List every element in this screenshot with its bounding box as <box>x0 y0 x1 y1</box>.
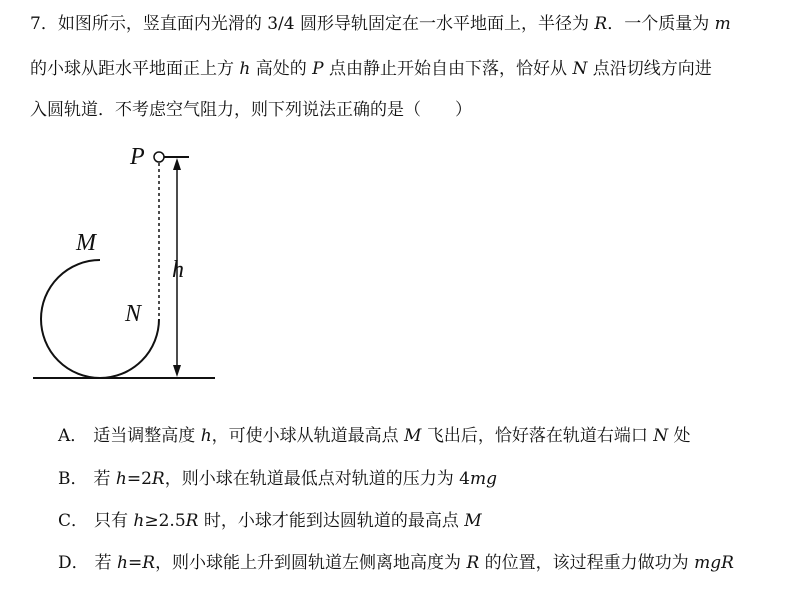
option-d[interactable] <box>58 552 734 574</box>
option-c-letter: C． <box>58 511 89 531</box>
math-variable: P <box>312 59 324 79</box>
text-run: 处 <box>668 426 691 446</box>
math-variable: h <box>117 553 128 573</box>
option-d-letter: D． <box>58 553 89 573</box>
point-p-marker <box>154 152 164 162</box>
text-run: 高处的 <box>250 59 313 79</box>
option-c-text <box>94 511 482 531</box>
label-n: N <box>125 301 142 327</box>
label-p: P <box>130 144 145 170</box>
math-variable: R <box>151 469 165 489</box>
option-a-text <box>93 426 690 446</box>
option-a-letter: A． <box>58 426 88 446</box>
math-variable: M <box>464 511 482 531</box>
option-b-letter: B． <box>58 469 88 489</box>
circular-track <box>41 260 159 378</box>
text-run: 入圆轨道．不考虑空气阻力，则下列说法正确的是（ ） <box>30 100 472 120</box>
math-variable: h <box>200 426 212 446</box>
option-d-text <box>95 553 734 573</box>
math-variable: R <box>142 553 156 573</box>
text-run: 的小球从距水平地面正上方 <box>30 59 240 79</box>
text-run: 若 <box>93 469 116 489</box>
text-run: =2 <box>126 469 152 489</box>
math-variable: R <box>466 553 480 573</box>
text-run: 只有 <box>94 511 134 531</box>
text-run: ，则小球在轨道最低点对轨道的压力为 4 <box>164 469 470 489</box>
text-run: ．一个质量为 <box>607 14 715 34</box>
text-run: ≥2.5 <box>144 511 186 531</box>
height-arrow-up-head <box>173 158 181 170</box>
text-run: 飞出后，恰好落在轨道右端口 <box>421 426 654 446</box>
math-variable: h <box>133 511 145 531</box>
math-variable: mg <box>469 469 497 489</box>
text-run: = <box>128 553 143 573</box>
text-run: 若 <box>94 553 118 573</box>
math-variable: h <box>115 469 127 489</box>
option-c[interactable] <box>58 510 482 532</box>
math-variable: R <box>185 511 199 531</box>
text-run: 适当调整高度 <box>93 426 201 446</box>
math-variable: R <box>594 14 608 34</box>
text-run: 点由静止开始自由下落，恰好从 <box>323 59 573 79</box>
math-variable: m <box>714 14 731 34</box>
option-b-text <box>94 469 497 489</box>
math-variable: h <box>239 59 251 79</box>
math-variable: mgR <box>694 553 734 573</box>
text-run: 点沿切线方向进 <box>587 59 712 79</box>
math-variable: N <box>653 426 669 446</box>
option-b[interactable] <box>58 468 497 490</box>
text-run: ，可使小球从轨道最高点 <box>211 426 405 446</box>
math-variable: N <box>572 59 588 79</box>
label-h: h <box>172 257 184 283</box>
math-variable: M <box>404 426 422 446</box>
option-a[interactable] <box>58 425 691 447</box>
text-run: ，则小球能上升到圆轨道左侧离地高度为 <box>155 553 467 573</box>
label-m: M <box>76 230 96 256</box>
height-arrow-down-head <box>173 365 181 377</box>
text-run: 7．如图所示，竖直面内光滑的 3/4 圆形导轨固定在一水平地面上，半径为 <box>30 14 595 34</box>
text-run: 时，小球才能到达圆轨道的最高点 <box>198 511 465 531</box>
text-run: 的位置，该过程重力做功为 <box>479 553 695 573</box>
